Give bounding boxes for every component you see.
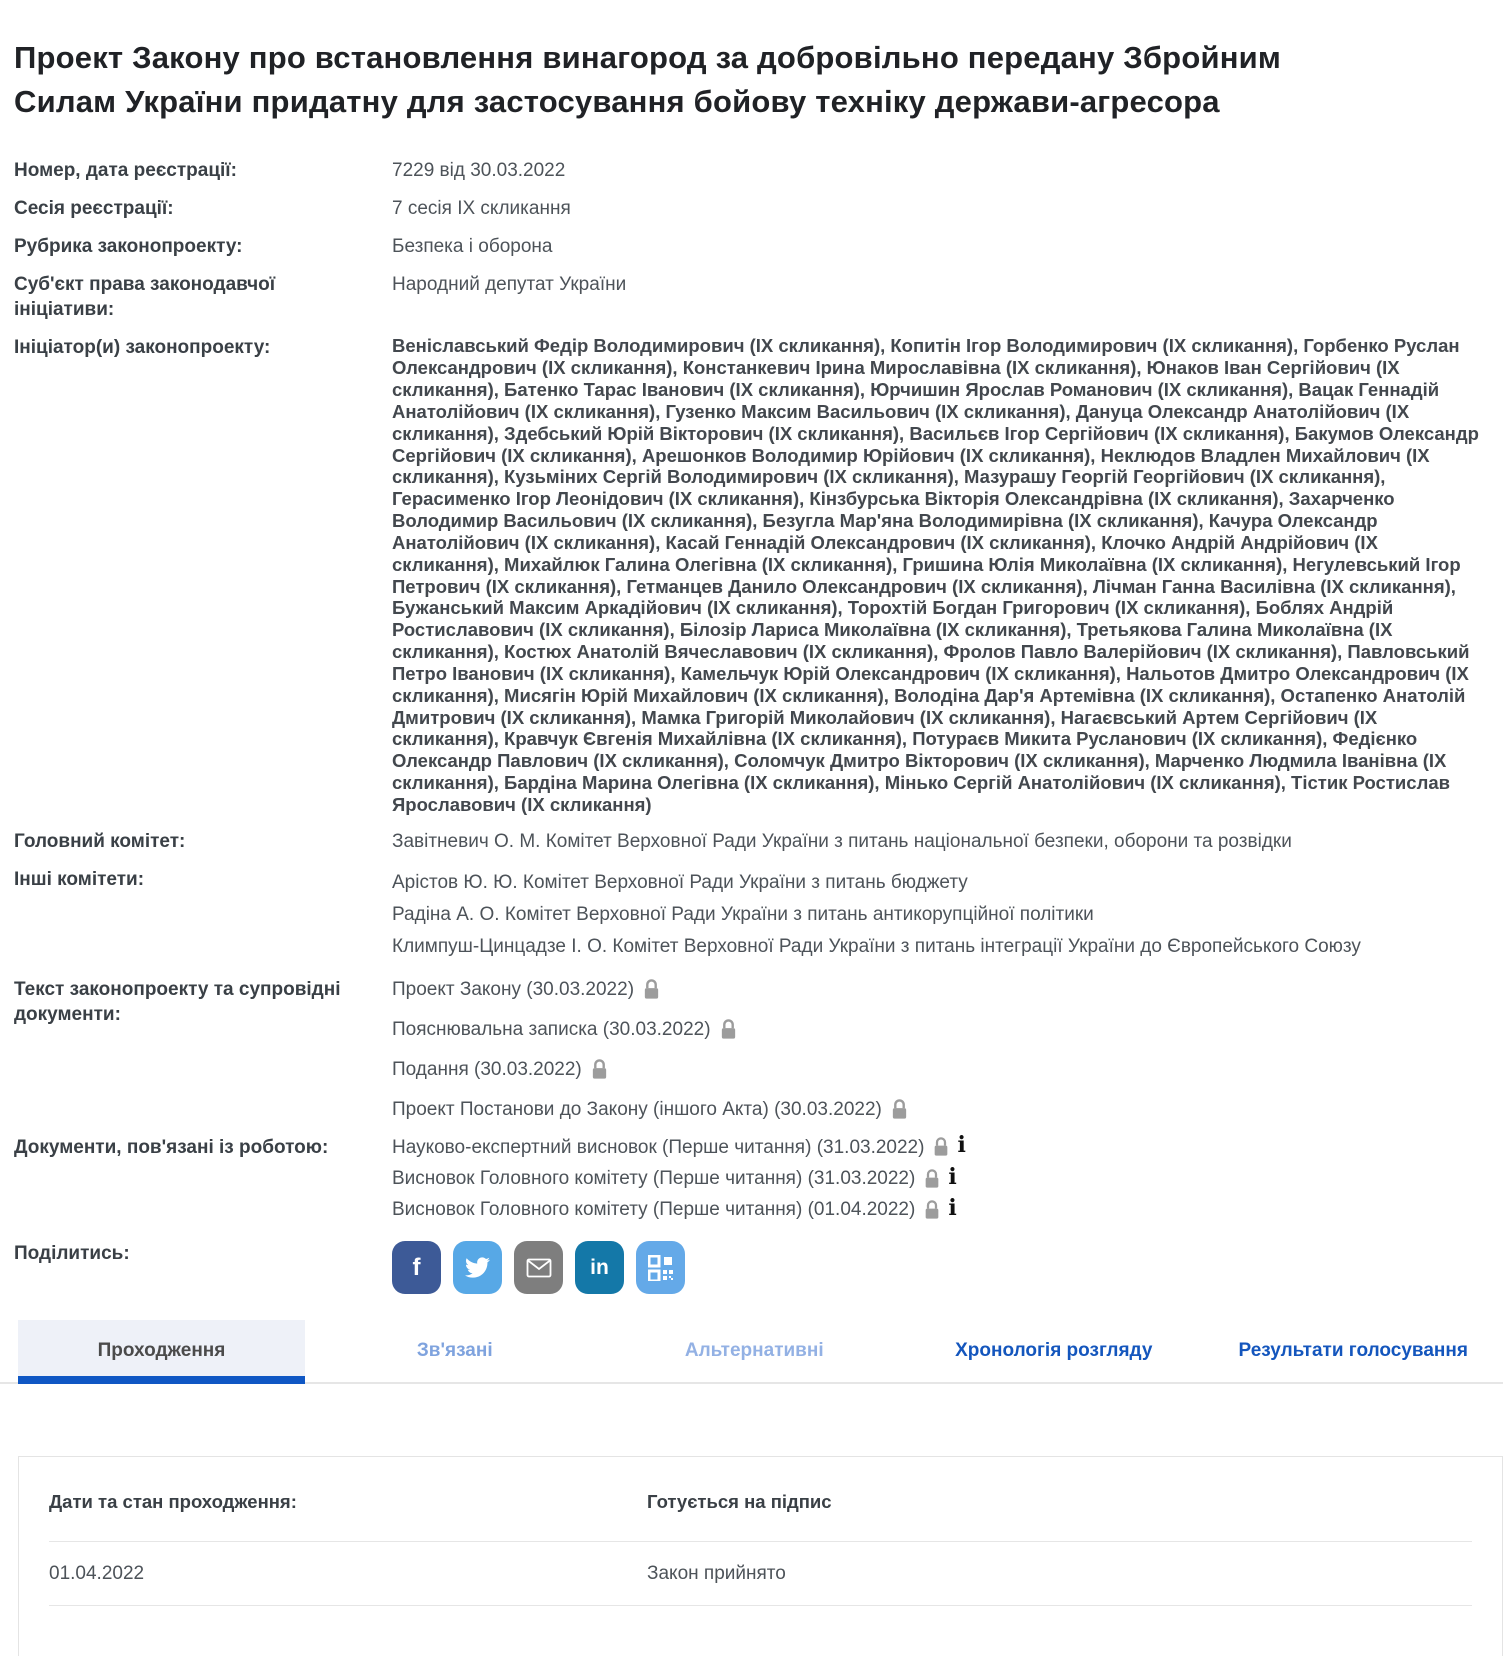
tab-prohodzhennya[interactable] <box>18 1320 305 1382</box>
progress-table-row <box>49 1542 1472 1605</box>
lock-icon <box>591 1059 608 1080</box>
share-linkedin-button[interactable] <box>575 1241 624 1294</box>
progress-row-status: Закон прийнято <box>647 1563 1472 1585</box>
info-icon[interactable]: i <box>957 1134 965 1156</box>
page-title: Проект Закону про встановлення винагород за добровільно передану Збройним Силам України придатну для застосування бойову техніку держави-агресора <box>14 36 1344 124</box>
info-icon[interactable]: i <box>948 1166 956 1188</box>
lock-icon <box>643 979 660 1000</box>
session-value: 7 сесія IX скликання <box>392 196 1489 221</box>
tab-label: Проходження <box>98 1340 226 1362</box>
row-related-documents <box>14 1135 1489 1228</box>
tab-label: Альтернативні <box>685 1340 824 1362</box>
share-email-button[interactable] <box>514 1241 563 1294</box>
documents-list <box>392 977 1489 1122</box>
document-line <box>392 1017 1489 1042</box>
document-line <box>392 1166 1489 1191</box>
subject-value: Народний депутат України <box>392 272 1489 322</box>
twitter-icon <box>465 1255 490 1280</box>
share-label: Поділитись: <box>14 1241 392 1294</box>
document-line <box>392 977 1489 1002</box>
initiators-label: Ініціатор(и) законопроекту: <box>14 335 392 815</box>
document-link[interactable]: Пояснювальна записка (30.03.2022) <box>392 1017 711 1042</box>
email-icon <box>526 1258 552 1278</box>
document-line <box>392 1197 1489 1222</box>
row-subject <box>14 272 1489 322</box>
row-initiators <box>14 335 1489 815</box>
facebook-icon: f <box>413 1252 421 1284</box>
rubric-label: Рубрика законопроекту: <box>14 234 392 259</box>
tab-zvyazani[interactable] <box>305 1320 605 1382</box>
tab-label: Зв'язані <box>417 1340 493 1362</box>
session-label: Сесія реєстрації: <box>14 196 392 221</box>
committee-item: Арістов Ю. Ю. Комітет Верховної Ради України з питань бюджету <box>392 867 1489 899</box>
document-link[interactable]: Висновок Головного комітету (Перше читання) (31.03.2022) <box>392 1166 915 1191</box>
row-main-committee <box>14 829 1489 854</box>
row-session <box>14 196 1489 221</box>
other-committees-list <box>392 867 1489 964</box>
table-divider <box>49 1605 1472 1606</box>
registration-label: Номер, дата реєстрації: <box>14 158 392 183</box>
share-icons <box>392 1241 1489 1294</box>
initiators-list: Веніславський Федір Володимирович (IX скликання), Копитін Ігор Володимирович (IX скликання), Горбенко Руслан Олександрович (IX скликання), Констанкевич Ірина Мирославівна (IX скликання), Юнаков Іван Сергійович (IX скликання), Батенко Тарас Іванович (IX скликання), Юрчишин Ярослав Романович (IX скликання), Вацак Геннадій Анатолійович (IX скликання), Гузенко Максим Васильович (IX скликання), Дануца Олександр Анатолійович (IX скликання), Здебський Юрій Вікторович (IX скликання), Васильєв Ігор Сергійович (IX скликання), Бакумов Олександр Сергійович (IX скликання), Арешонков Володимир Юрійович (IX скликання), Неклюдов Владлен Михайлович (IX скликання), Кузьміних Сергій Володимирович (IX скликання), Мазурашу Георгій Георгійович (IX скликання), Герасименко Ігор Леонідович (IX скликання), Кінзбурська Вікторія Олександрівна (IX скликання), Захарченко Володимир Васильович (IX скликання), Безугла Мар'яна Володимирівна (IX скликання), Качура Олександр Анатолійович (IX скликання), Касай Геннадій Олександрович (IX скликання), Клочко Андрій Андрійович (IX скликання), Михайлюк Галина Олегівна (IX скликання), Гришина Юлія Миколаївна (IX скликання), Негулевський Ігор Петрович (IX скликання), Гетманцев Данило Олександрович (IX скликання), Лічман Ганна Василівна (IX скликання), Бужанський Максим Аркадійович (IX скликання), Торохтій Богдан Григорович (IX скликання), Боблях Андрій Ростиславович (IX скликання), Білозір Лариса Миколаївна (IX скликання), Третьякова Галина Миколаївна (IX скликання), Костюх Анатолій Вячеславович (IX скликання), Фролов Павло Валерійович (IX скликання), Павловський Петро Іванович (IX скликання), Камельчук Юрій Олександрович (IX скликання), Нальотов Дмитро Олександрович (IX скликання), Мисягін Юрій Михайлович (IX скликання), Володіна Дар'я Артемівна (IX скликання), Остапенко Анатолій Дмитрович (IX скликання), Мамка Григорій Миколайович (IX скликання), Нагаєвський Артем Сергійович (IX скликання), Кравчук Євгенія Михайлівна (IX скликання), Потураєв Микита Русланович (IX скликання), Федієнко Олександр Павлович (IX скликання), Соломчук Дмитро Вікторович (IX скликання), Марченко Людмила Іванівна (IX скликання), Бардіна Марина Олегівна (IX скликання), Мінько Сергій Анатолійович (IX скликання), Тістик Ростислав Ярославович (IX скликання) <box>392 335 1489 815</box>
share-icons-area <box>392 1241 1489 1294</box>
main-committee-label: Головний комітет: <box>14 829 392 854</box>
row-registration <box>14 158 1489 183</box>
document-link[interactable]: Висновок Головного комітету (Перше читання) (01.04.2022) <box>392 1197 915 1222</box>
document-link[interactable]: Подання (30.03.2022) <box>392 1057 582 1082</box>
tab-label: Хронологія розгляду <box>955 1340 1152 1362</box>
documents-label: Текст законопроекту та супровідні документи: <box>14 977 392 1122</box>
document-link[interactable]: Проект Постанови до Закону (іншого Акта) (30.03.2022) <box>392 1097 882 1122</box>
tab-khronolohiya-rozhlyadu[interactable] <box>904 1320 1204 1382</box>
document-link[interactable]: Науково-експертний висновок (Перше читання) (31.03.2022) <box>392 1135 924 1160</box>
document-link[interactable]: Проект Закону (30.03.2022) <box>392 977 634 1002</box>
share-qr-button[interactable] <box>636 1241 685 1294</box>
row-documents <box>14 977 1489 1122</box>
related-documents-list <box>392 1135 1489 1228</box>
main-committee-value: Завітневич О. М. Комітет Верховної Ради України з питань національної безпеки, оборони та розвідки <box>392 829 1489 854</box>
lock-icon <box>933 1137 949 1157</box>
lock-icon <box>891 1099 908 1120</box>
linkedin-icon: in <box>590 1254 609 1282</box>
tab-alternatyvni[interactable] <box>605 1320 905 1382</box>
tab-rezultaty-holosuvannya[interactable] <box>1204 1320 1503 1382</box>
lock-icon <box>924 1169 940 1189</box>
row-other-committees <box>14 867 1489 964</box>
related-documents-label: Документи, пов'язані із роботою: <box>14 1135 392 1228</box>
share-facebook-button[interactable] <box>392 1241 441 1294</box>
tab-bar <box>0 1320 1503 1384</box>
progress-dates-header: Дати та стан проходження: <box>49 1491 647 1513</box>
committee-item: Климпуш-Цинцадзе І. О. Комітет Верховної Ради України з питань інтеграції України до Європейського Союзу <box>392 931 1489 963</box>
progress-status-header: Готується на підпис <box>647 1491 1472 1513</box>
info-icon[interactable]: i <box>948 1197 956 1219</box>
bill-info <box>14 158 1489 1294</box>
row-rubric <box>14 234 1489 259</box>
document-line <box>392 1057 1489 1082</box>
share-twitter-button[interactable] <box>453 1241 502 1294</box>
qr-code-icon <box>648 1255 674 1281</box>
progress-card <box>18 1456 1503 1656</box>
document-line <box>392 1135 1489 1160</box>
registration-value: 7229 від 30.03.2022 <box>392 158 1489 183</box>
lock-icon <box>924 1200 940 1220</box>
progress-table-header <box>49 1457 1472 1541</box>
committee-item: Радіна А. О. Комітет Верховної Ради України з питань антикорупційної політики <box>392 899 1489 931</box>
lock-icon <box>720 1019 737 1040</box>
progress-row-date: 01.04.2022 <box>49 1563 647 1585</box>
document-line <box>392 1097 1489 1122</box>
other-committees-label: Інші комітети: <box>14 867 392 964</box>
subject-label: Суб'єкт права законодавчої ініціативи: <box>14 272 392 322</box>
rubric-value: Безпека і оборона <box>392 234 1489 259</box>
row-share <box>14 1241 1489 1294</box>
tab-label: Результати голосування <box>1239 1340 1468 1362</box>
